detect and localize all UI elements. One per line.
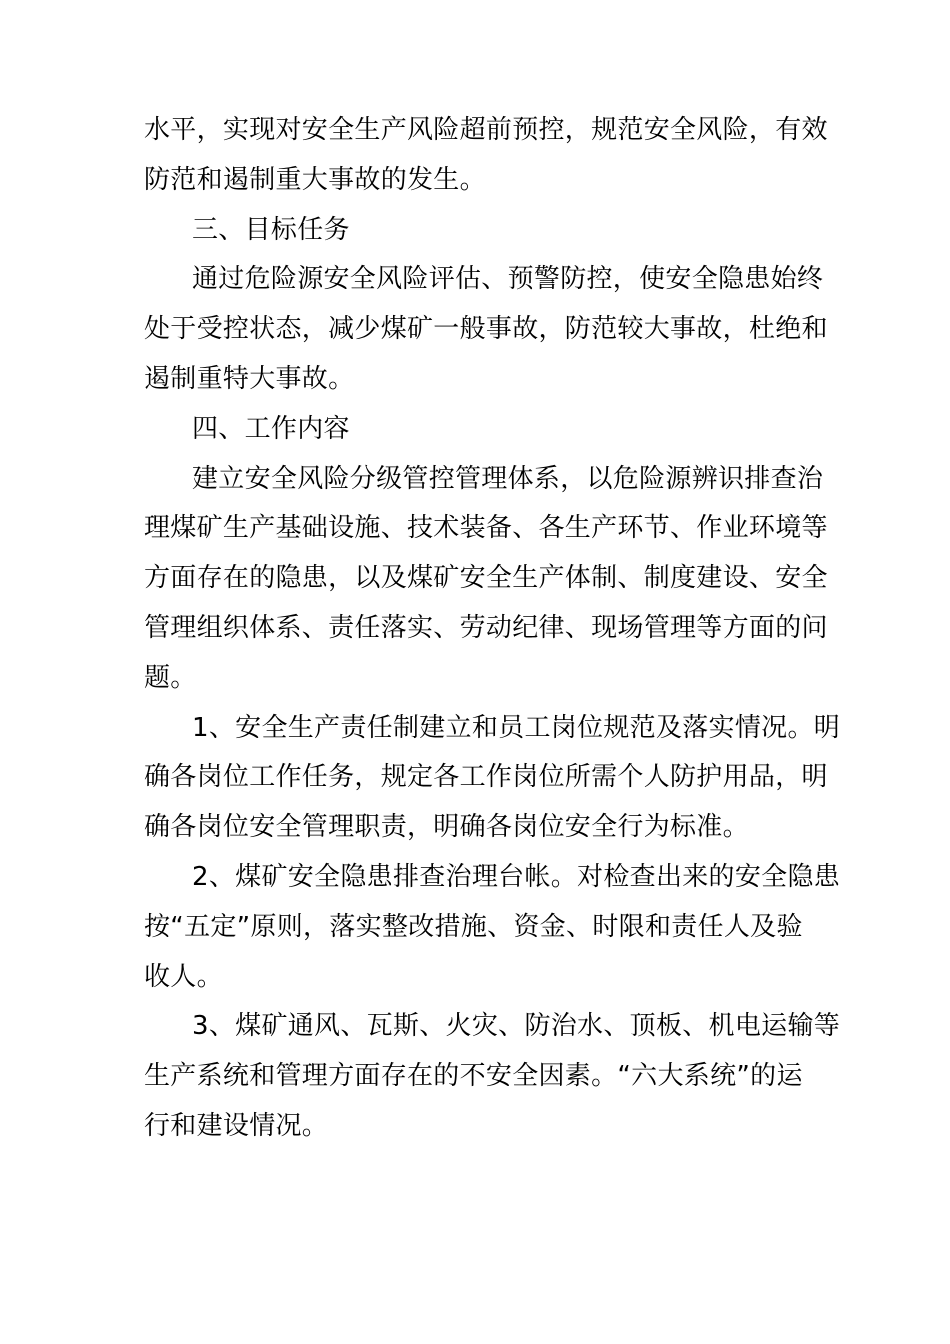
text-line: 防范和遏制重大事故的发生。: [144, 164, 486, 195]
text-line: 遏制重特大事故。: [144, 363, 355, 394]
text-line: 通过危险源安全风险评估、预警防控，使安全隐患始终: [192, 264, 824, 295]
heading-text: 三、目标任务: [192, 214, 350, 245]
list-item-3: [144, 1002, 841, 1151]
document-body: [144, 106, 841, 1152]
text-line: 方面存在的隐患，以及煤矿安全生产体制、制度建设、安全: [144, 563, 828, 594]
text-line: 管理组织体系、责任落实、劳动纪律、现场管理等方面的问: [144, 612, 828, 643]
text-line: 生产系统和管理方面存在的不安全因素。“六大系统”的运: [144, 1061, 803, 1092]
text-line: 3、煤矿通风、瓦斯、火灾、防治水、顶板、机电运输等: [192, 1011, 841, 1042]
paragraph-work-content: [144, 455, 828, 704]
paragraph-continuation: [144, 106, 828, 206]
text-line: 处于受控状态，减少煤矿一般事故，防范较大事故，杜绝和: [144, 314, 828, 345]
text-line: 确各岗位工作任务，规定各工作岗位所需个人防护用品，明: [144, 762, 828, 793]
section-heading-goals: [144, 206, 809, 256]
text-line: 2、煤矿安全隐患排查治理台帐。对检查出来的安全隐患: [192, 861, 841, 892]
text-line: 收人。: [144, 961, 223, 992]
text-line: 确各岗位安全管理职责，明确各岗位安全行为标准。: [144, 812, 749, 843]
heading-text: 四、工作内容: [192, 413, 350, 444]
text-line: 行和建设情况。: [144, 1110, 329, 1141]
text-line: 按“五定”原则，落实整改措施、资金、时限和责任人及验: [144, 911, 803, 942]
text-line: 理煤矿生产基础设施、技术装备、各生产环节、作业环境等: [144, 513, 828, 544]
section-heading-work-content: [144, 405, 809, 455]
list-item-2: [144, 853, 841, 1002]
text-line: 1、安全生产责任制建立和员工岗位规范及落实情况。明: [192, 712, 841, 743]
text-line: 水平，实现对安全生产风险超前预控，规范安全风险，有效: [144, 115, 828, 145]
list-item-1: [144, 704, 841, 853]
text-line: 建立安全风险分级管控管理体系，以危险源辨识排查治: [192, 463, 824, 494]
paragraph-goals: [144, 255, 828, 404]
text-line: 题。: [144, 662, 197, 693]
